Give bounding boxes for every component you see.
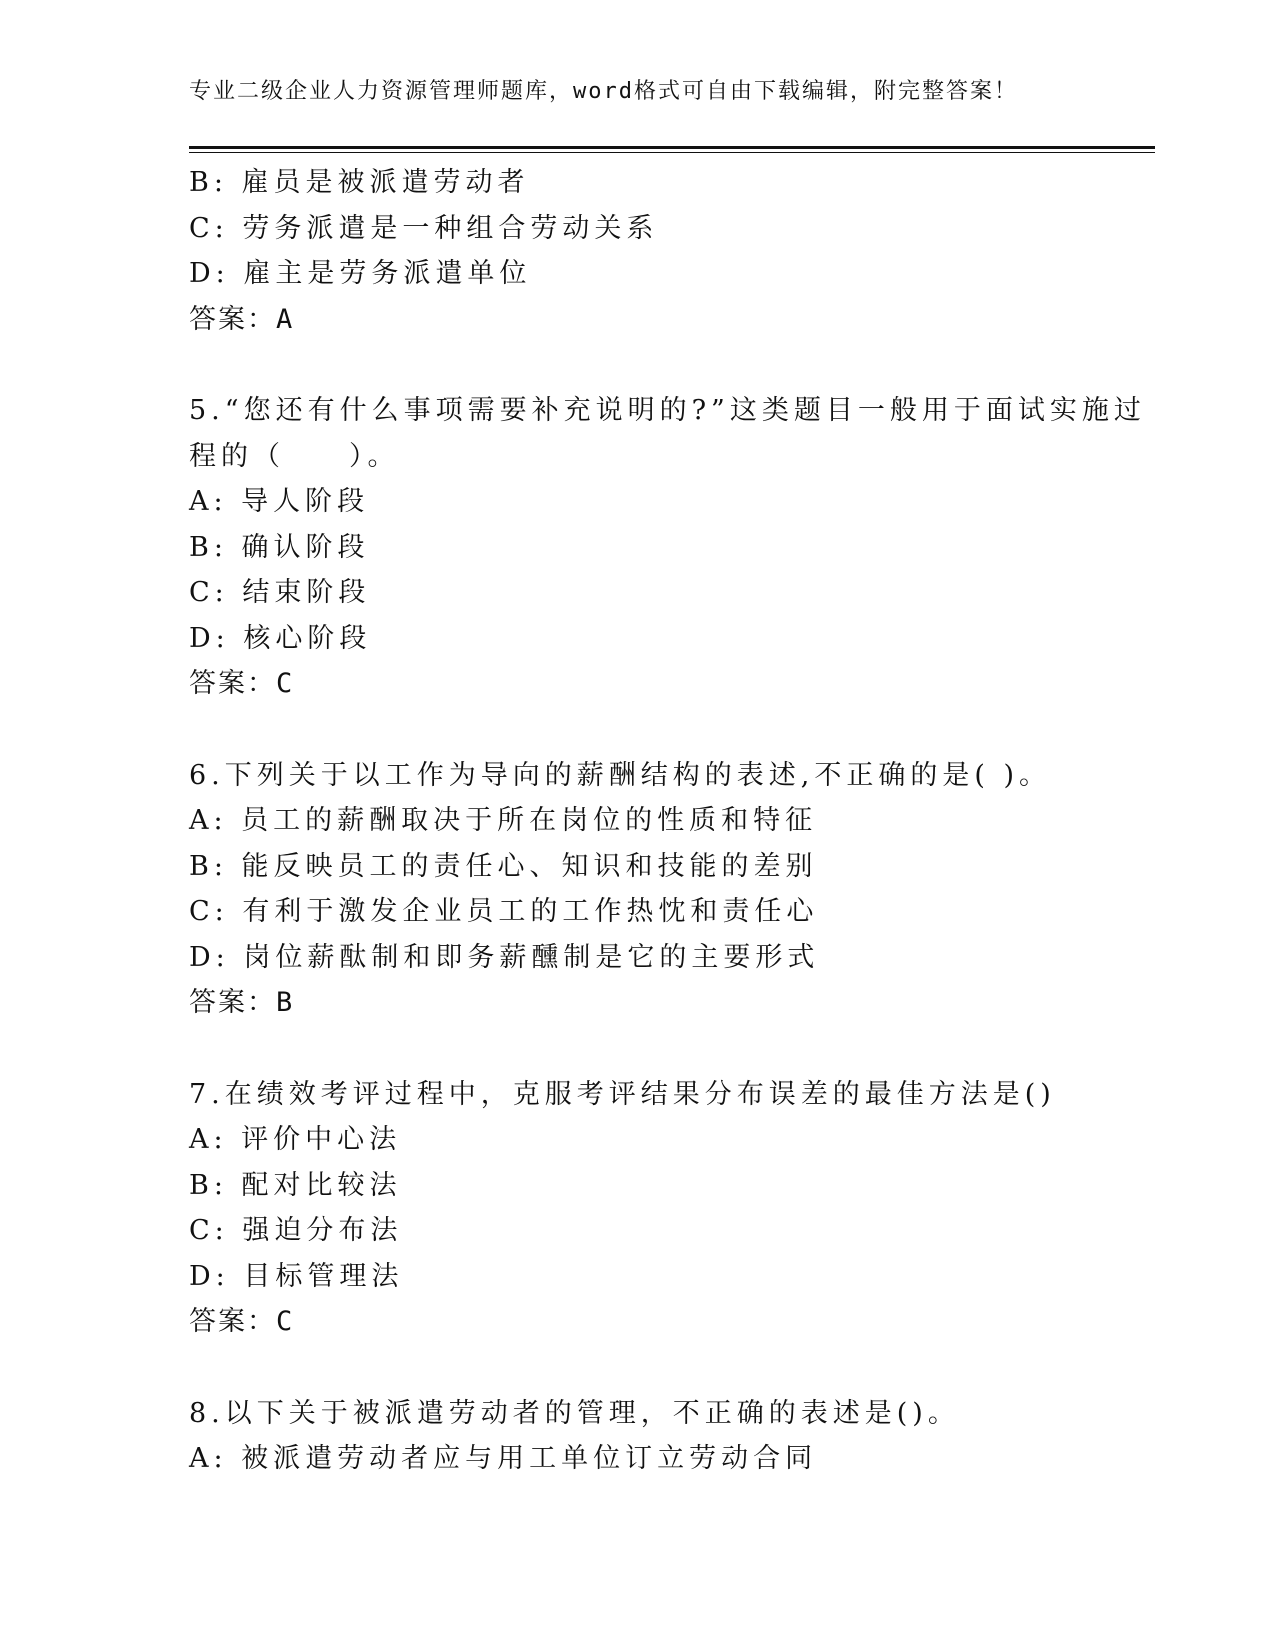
- question-block: [189, 388, 1146, 707]
- block-spacer: [189, 1345, 1119, 1391]
- option-line: C: 劳务派遣是一种组合劳动关系: [189, 212, 659, 244]
- option-line: C: 强迫分布法: [189, 1215, 403, 1246]
- option-line: A: 被派遣劳动者应与用工单位订立劳动合同: [189, 1443, 818, 1474]
- question-text: 7.在绩效考评过程中，克服考评结果分布误差的最佳方法是(): [189, 1078, 1056, 1110]
- option-line: D: 雇主是劳务派遣单位: [189, 258, 532, 289]
- option-line: D: 岗位薪酞制和即务薪醺制是它的主要形式: [189, 941, 820, 973]
- question-block: [189, 1391, 1119, 1482]
- answer-line: 答案：A: [189, 303, 295, 335]
- question-block: [189, 160, 1119, 342]
- option-line: C: 有利于激发企业员工的工作热忱和责任心: [189, 896, 819, 927]
- question-text: 5.“您还有什么事项需要补充说明的?”这类题目一般用于面试实施过: [189, 395, 1146, 426]
- answer-line: 答案：C: [189, 1306, 295, 1337]
- option-line: D: 目标管理法: [189, 1260, 404, 1292]
- option-line: A: 员工的薪酬取决于所在岗位的性质和特征: [189, 805, 818, 836]
- header-rule-thick: [189, 146, 1155, 149]
- header-rule-thin: [189, 152, 1155, 153]
- option-line: C: 结束阶段: [189, 577, 371, 608]
- question-block: [189, 1072, 1119, 1345]
- answer-line: 答案：C: [189, 668, 295, 699]
- question-text: 6.下列关于以工作为导向的薪酬结构的表述,不正确的是( )。: [189, 759, 1051, 791]
- question-text: 8.以下关于被派遣劳动者的管理，不正确的表述是()。: [189, 1397, 960, 1429]
- question-block: [189, 753, 1119, 1026]
- block-spacer: [189, 342, 1119, 388]
- option-line: B: 能反映员工的责任心、知识和技能的差别: [189, 850, 818, 882]
- option-line: B: 确认阶段: [189, 531, 370, 563]
- question-text: 程的（ ）。: [189, 440, 400, 472]
- block-spacer: [189, 707, 1119, 753]
- question-list: [189, 160, 1146, 1482]
- document-header: 专业二级企业人力资源管理师题库，word格式可自由下载编辑，附完整答案！: [189, 79, 1018, 104]
- answer-line: 答案：B: [189, 987, 295, 1018]
- option-line: B: 雇员是被派遣劳动者: [189, 167, 530, 198]
- option-line: B: 配对比较法: [189, 1169, 402, 1201]
- block-spacer: [189, 1026, 1119, 1072]
- option-line: A: 评价中心法: [189, 1124, 402, 1155]
- option-line: A: 导人阶段: [189, 486, 370, 517]
- option-line: D: 核心阶段: [189, 622, 372, 654]
